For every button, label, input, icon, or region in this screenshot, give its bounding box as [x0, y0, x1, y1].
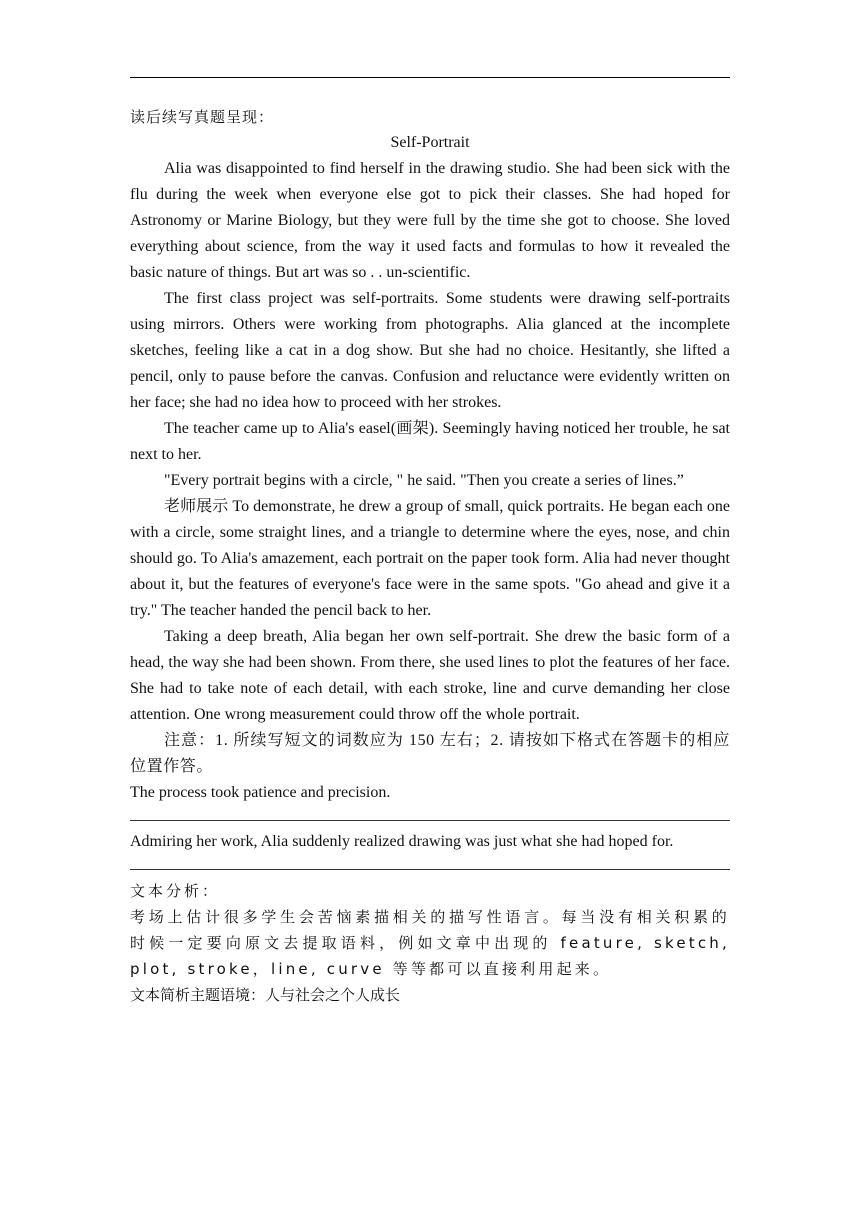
story-paragraph-5: 老师展示 To demonstrate, he drew a group of small, quick portraits. He began each one with a circle, some straight lines, and a triangle to determine where the eyes, nose, and chin should go. To Alia's amazement, each portrait on the paper took form. Alia had never thought about it, but the features of everyone's face were in the same spots. "Go ahead and give it a try." The teacher handed the pencil back to her.	[130, 498, 730, 619]
analysis-heading: 文本分析：	[130, 882, 221, 900]
header-rule	[130, 77, 730, 78]
story-paragraph-2: The first class project was self-portraits. Some students were drawing self-portraits using mirrors. Others were working from photographs. Alia glanced at the incomplete sketches, feeling like a cat in a dog show. But she had no choice. Hesitantly, she lifted a pencil, only to pause before the canvas. Confusion and reluctance were evidently written on her face; she had no idea how to proceed with her strokes.	[130, 290, 730, 411]
continuation-prompt-2: Admiring her work, Alia suddenly realized drawing was just what she had hoped for.	[130, 833, 674, 850]
story-paragraph-6: Taking a deep breath, Alia began her own self-portrait. She drew the basic form of a head, the way she had been shown. From there, she used lines to plot the features of her face. She had to take note of each detail, with each stroke, line and curve demanding her close attention. One wrong measurement could throw off the whole portrait.	[130, 628, 730, 723]
story-paragraph-4: "Every portrait begins with a circle, " he said. "Then you create a series of lines.”	[164, 472, 684, 489]
continuation-prompt-1: The process took patience and precision.	[130, 784, 391, 801]
document-content	[130, 104, 730, 1008]
answer-line-2	[130, 869, 730, 870]
section-intro: 读后续写真题呈现：	[130, 108, 275, 126]
story-paragraph-3: The teacher came up to Alia's easel(画架). Seemingly having noticed her trouble, he sat next to her.	[130, 420, 730, 463]
answer-line-1	[130, 820, 730, 821]
theme-context: 文本简析主题语境：人与社会之个人成长	[130, 986, 401, 1004]
analysis-body: 考场上估计很多学生会苦恼素描相关的描写性语言。每当没有相关积累的时候一定要向原文去提取语料，例如文章中出现的 feature, sketch, plot, stroke，line, curve 等等都可以直接利用起来。	[130, 908, 730, 978]
story-title: Self-Portrait	[390, 134, 470, 151]
writing-instructions: 注意：1. 所续写短文的词数应为 150 左右；2. 请按如下格式在答题卡的相应位置作答。	[130, 732, 730, 775]
story-paragraph-1: Alia was disappointed to find herself in the drawing studio. She had been sick with the flu during the week when everyone else got to pick their classes. She had hoped for Astronomy or Marine Biology, but they were full by the time she got to choose. She loved everything about science, from the way it used facts and formulas to how it revealed the basic nature of things. But art was so . . un-scientific.	[130, 160, 730, 281]
